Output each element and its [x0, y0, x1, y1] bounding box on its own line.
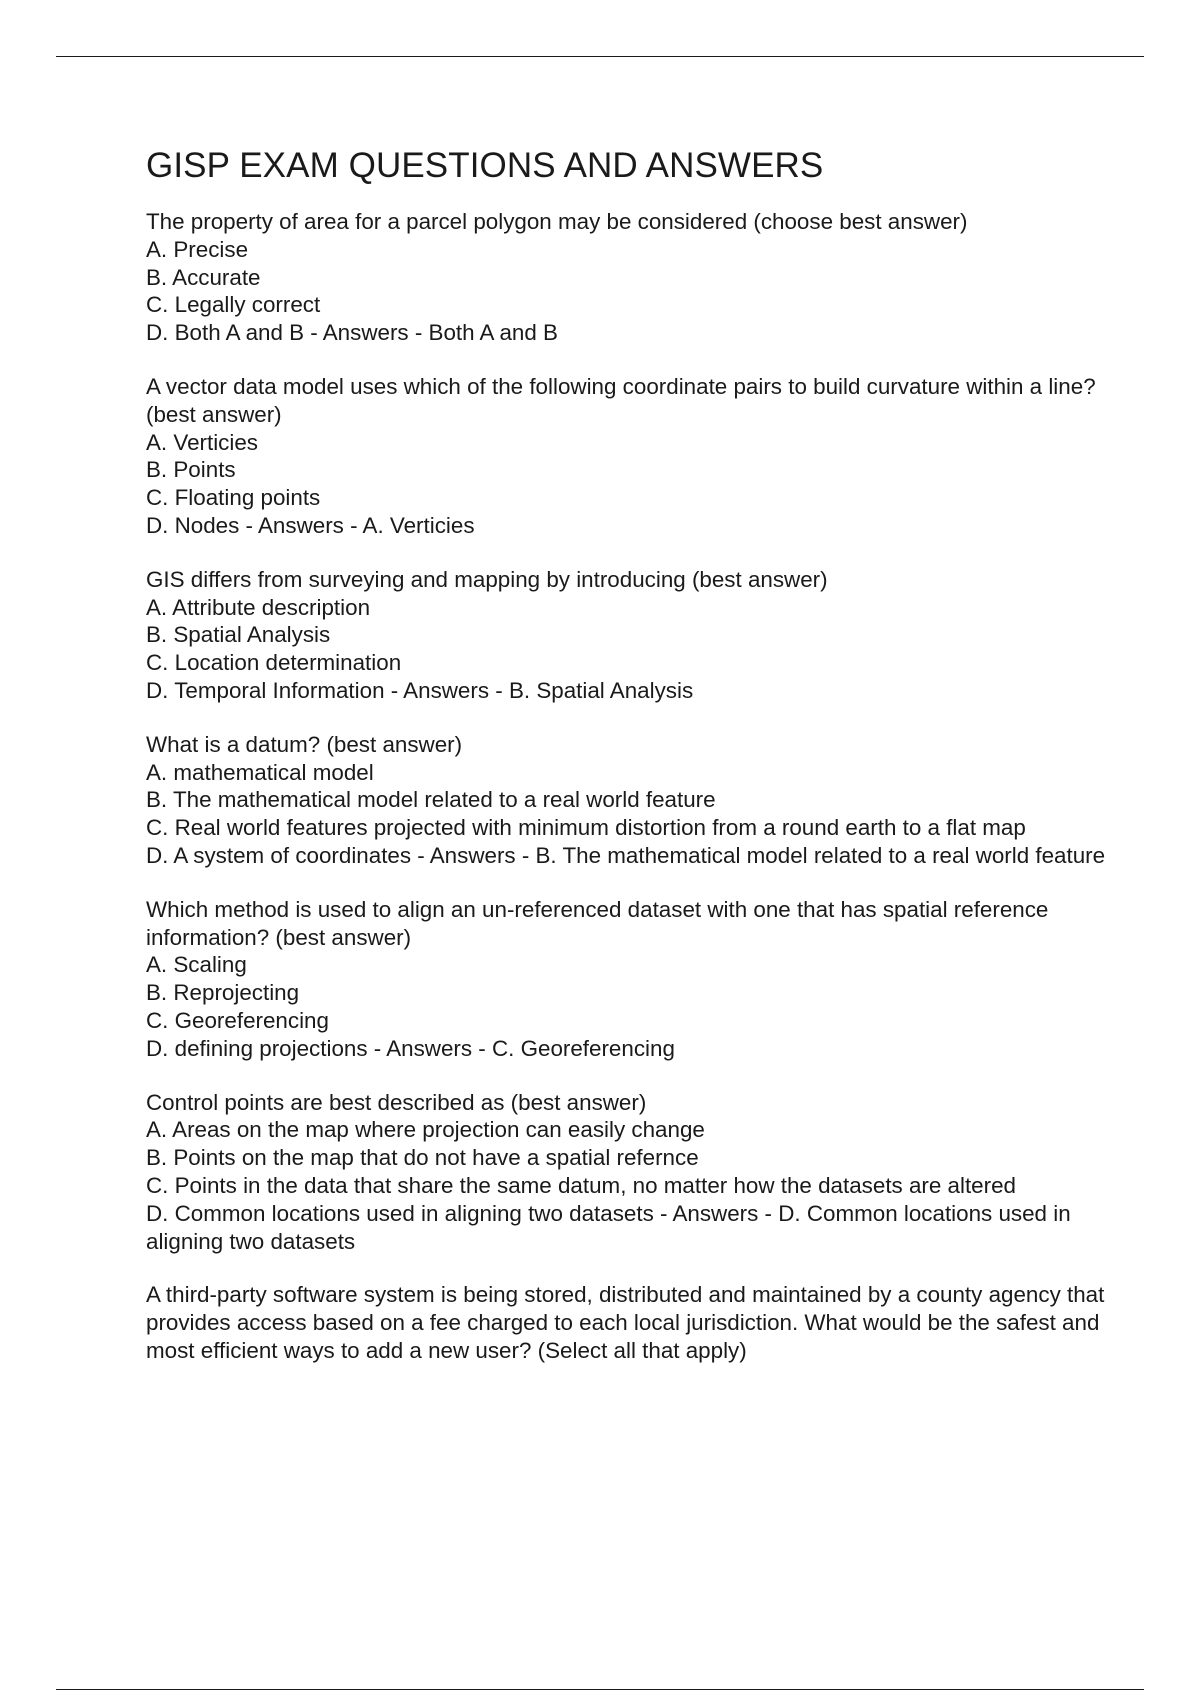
answer-option: B. Points [146, 457, 236, 483]
question-block [146, 1281, 1106, 1364]
answer-option: C. Location determination [146, 650, 402, 676]
top-rule [56, 56, 1144, 57]
question-text: What is a datum? (best answer) [146, 731, 463, 757]
answer-option: B. Reprojecting [146, 980, 300, 1006]
answer-option: C. Georeferencing [146, 1007, 329, 1033]
question-text: Which method is used to align an un-referenced dataset with one that has spatial reference information? (best answer) [146, 896, 1049, 950]
answer-option: D. Nodes - Answers - A. Verticies [146, 512, 475, 538]
answer-option: B. The mathematical model related to a real world feature [146, 787, 716, 813]
answer-option: C. Legally correct [146, 292, 321, 318]
answer-option: A. Precise [146, 236, 249, 262]
answer-option: A. mathematical model [146, 759, 374, 785]
answer-option: A. Verticies [146, 429, 258, 455]
answer-option: C. Floating points [146, 485, 321, 511]
answer-option: B. Accurate [146, 264, 261, 290]
answer-option: C. Points in the data that share the same datum, no matter how the datasets are altered [146, 1172, 1016, 1198]
question-text: The property of area for a parcel polygon may be considered (choose best answer) [146, 209, 968, 234]
answer-option: D. defining projections - Answers - C. Georeferencing [146, 1035, 675, 1061]
question-block [146, 208, 1106, 347]
question-text: A third-party software system is being stored, distributed and maintained by a county agency that provides access based on a fee charged to each local jurisdiction. What would be the safest and most efficient ways to add a new user? (Select all that apply) [146, 1282, 1105, 1363]
question-text: A vector data model uses which of the following coordinate pairs to build curvature within a line? (best answer) [146, 373, 1096, 427]
answer-option: D. Both A and B - Answers - Both A and B [146, 320, 558, 346]
answer-option: A. Scaling [146, 952, 247, 978]
answer-option: B. Points on the map that do not have a spatial refernce [146, 1145, 699, 1171]
answer-option: A. Areas on the map where projection can easily change [146, 1117, 705, 1143]
answer-option: C. Real world features projected with minimum distortion from a round earth to a flat map [146, 815, 1026, 841]
answer-option: D. Common locations used in aligning two datasets - Answers - D. Common locations used in aligning two datasets [146, 1200, 1071, 1254]
document-title: GISP EXAM QUESTIONS AND ANSWERS [146, 146, 824, 185]
answer-option: D. A system of coordinates - Answers - B. The mathematical model related to a real world feature [146, 842, 1106, 868]
answer-option: D. Temporal Information - Answers - B. Spatial Analysis [146, 677, 694, 703]
question-block [146, 566, 1106, 705]
question-block [146, 1089, 1106, 1256]
answer-option: A. Attribute description [146, 594, 371, 620]
question-block [146, 373, 1106, 540]
document-body [146, 140, 1106, 1391]
question-text: GIS differs from surveying and mapping by introducing (best answer) [146, 566, 828, 592]
question-list [146, 208, 1106, 1365]
question-block [146, 731, 1106, 870]
question-block [146, 896, 1106, 1063]
bottom-rule [56, 1689, 1144, 1690]
question-text: Control points are best described as (best answer) [146, 1089, 647, 1115]
answer-option: B. Spatial Analysis [146, 622, 331, 648]
